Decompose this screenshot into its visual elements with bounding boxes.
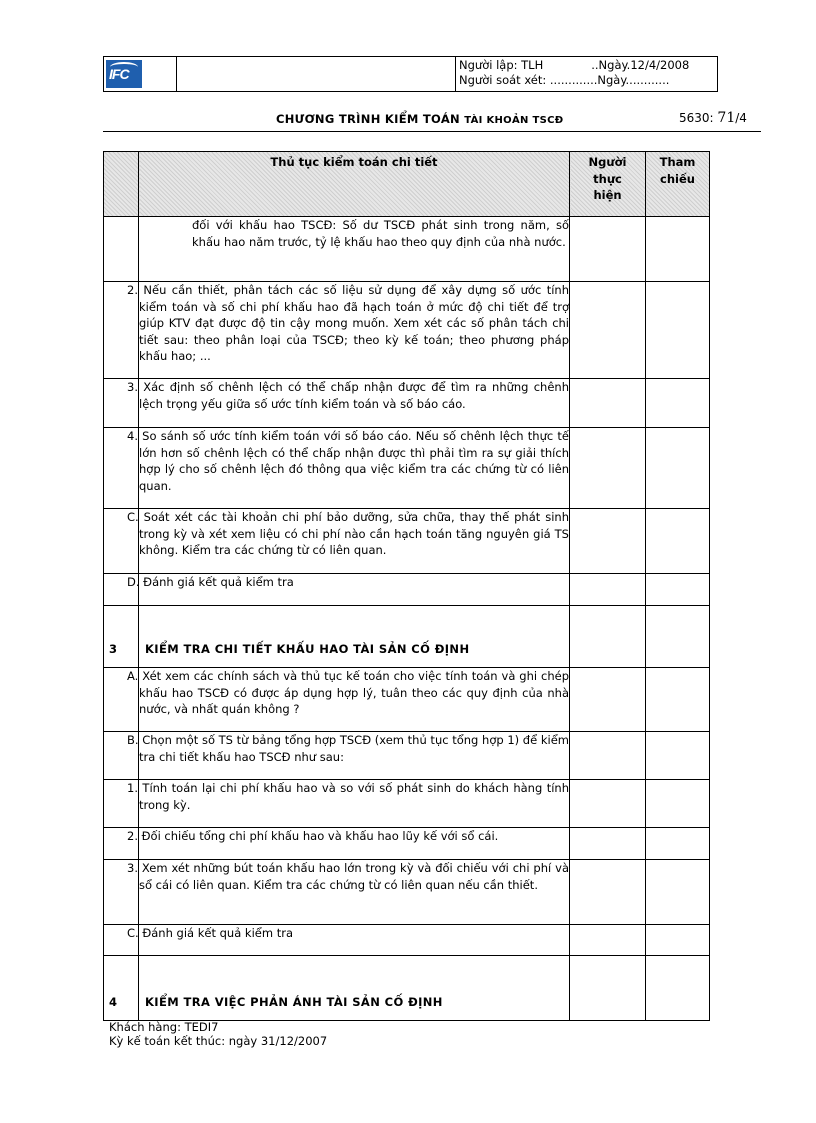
table-row — [104, 379, 710, 428]
header-reference: Tham chiếu — [646, 152, 710, 217]
reference-cell — [646, 668, 710, 732]
table-row — [104, 828, 710, 860]
audit-procedure-table — [103, 151, 710, 1021]
procedure-text: C. Đánh giá kết quả kiểm tra — [139, 925, 570, 956]
reference-cell — [646, 956, 710, 1021]
header-middle-cell — [177, 57, 456, 91]
table-row — [104, 925, 710, 956]
procedure-text: 3. Xác định số chênh lệch có thể chấp nhận được để tìm ra những chênh lệch trọng yếu giữa số ước tính kiểm toán và số báo cáo. — [139, 379, 570, 428]
table-row — [104, 428, 710, 509]
reference-cell — [646, 925, 710, 956]
reference-cell — [646, 732, 710, 780]
page-title — [276, 112, 563, 126]
section-title: KIỂM TRA CHI TIẾT KHẤU HAO TÀI SẢN CỐ ĐỊNH — [139, 606, 570, 668]
performer-cell — [570, 780, 646, 828]
procedure-text: đối với khấu hao TSCĐ: Số dư TSCĐ phát sinh trong năm, số khấu hao năm trước, tỷ lệ khấu hao theo quy định của nhà nước. — [139, 217, 570, 282]
procedure-text: 3. Xem xét những bút toán khấu hao lớn trong kỳ và đối chiếu với chi phí và sổ cái có liên quan. Kiểm tra các chứng từ có liên quan nếu cần thiết. — [139, 860, 570, 925]
performer-cell — [570, 282, 646, 379]
reference-cell — [646, 428, 710, 509]
performer-cell — [570, 509, 646, 574]
performer-cell — [570, 925, 646, 956]
procedure-text: 2. Đối chiếu tổng chi phí khấu hao và khấu hao lũy kế với sổ cái. — [139, 828, 570, 860]
table-row — [104, 732, 710, 780]
performer-cell — [570, 828, 646, 860]
section-row — [104, 606, 710, 668]
reference-cell — [646, 509, 710, 574]
reference-code — [679, 110, 747, 126]
reference-cell — [646, 379, 710, 428]
reference-cell — [646, 574, 710, 606]
title-sub: TÀI KHOẢN TSCĐ — [464, 115, 564, 126]
header-performer: Người thực hiện — [570, 152, 646, 217]
reference-cell — [646, 780, 710, 828]
reference-cell — [646, 282, 710, 379]
performer-cell — [570, 732, 646, 780]
accounting-period: Kỳ kế toán kết thúc: ngày 31/12/2007 — [109, 1034, 328, 1048]
procedure-text: A. Xét xem các chính sách và thủ tục kế toán cho việc tính toán và ghi chép khấu hao TSCĐ có được áp dụng hợp lý, tuân theo các quy định của nhà nước, và nhất quán không ? — [139, 668, 570, 732]
performer-cell — [570, 860, 646, 925]
procedure-text: D. Đánh giá kết quả kiểm tra — [139, 574, 570, 606]
header-procedure: Thủ tục kiểm toán chi tiết — [139, 152, 570, 217]
title-rule — [103, 131, 761, 132]
preparer-date: ..Ngày.12/4/2008 — [591, 58, 690, 72]
preparer-label: Người lập: TLH — [459, 58, 544, 72]
table-row — [104, 668, 710, 732]
row-number: 4 — [104, 956, 139, 1021]
procedure-text: C. Soát xét các tài khoản chi phí bảo dưỡng, sửa chữa, thay thế phát sinh trong kỳ và xét xem liệu có chi phí nào cần hạch toán tăng nguyên giá TS không. Kiểm tra các chứng từ có liên quan. — [139, 509, 570, 574]
ref-code: 5630: — [679, 111, 714, 125]
reference-cell — [646, 828, 710, 860]
reference-cell — [646, 860, 710, 925]
performer-cell — [570, 217, 646, 282]
performer-cell — [570, 574, 646, 606]
section-title: KIỂM TRA VIỆC PHẢN ÁNH TÀI SẢN CỐ ĐỊNH — [139, 956, 570, 1021]
reviewer-line: Người soát xét: .............Ngày............ — [459, 73, 670, 87]
row-number — [104, 217, 139, 282]
performer-cell — [570, 956, 646, 1021]
client-name: Khách hàng: TEDI7 — [109, 1020, 219, 1034]
logo-cell — [104, 57, 177, 91]
reference-cell — [646, 217, 710, 282]
header-box — [103, 56, 718, 92]
table-row — [104, 282, 710, 379]
ref-total: /4 — [735, 111, 747, 125]
table-row — [104, 780, 710, 828]
table-body — [104, 217, 710, 1021]
procedure-text: 1. Tính toán lại chi phí khấu hao và so với số phát sinh do khách hàng tính trong kỳ. — [139, 780, 570, 828]
section-row — [104, 956, 710, 1021]
ifc-logo — [106, 60, 142, 88]
procedure-text: B. Chọn một số TS từ bảng tổng hợp TSCĐ (xem thủ tục tổng hợp 1) để kiểm tra chi tiết khấu hao TSCĐ như sau: — [139, 732, 570, 780]
performer-cell — [570, 428, 646, 509]
ref-page: 71 — [717, 110, 736, 126]
logo-text: IFC — [109, 66, 129, 82]
performer-cell — [570, 606, 646, 668]
procedure-text: 4. So sánh số ước tính kiểm toán với số báo cáo. Nếu số chênh lệch thực tế lớn hơn số chênh lệch có thể chấp nhận được thì phải tìm ra sự giải thích hợp lý cho số chênh lệch đó thông qua việc kiểm tra các chứng từ có liên quan. — [139, 428, 570, 509]
procedure-text: 2. Nếu cần thiết, phân tách các số liệu sử dụng để xây dựng số ước tính kiểm toán và số chi phí khấu hao đã hạch toán ở mức độ chi tiết để trợ giúp KTV đạt được độ tin cậy mong muốn. Xem xét các số phân tách chi tiết sau: theo phân loại của TSCĐ; theo kỳ kế toán; theo phương pháp khấu hao; ... — [139, 282, 570, 379]
performer-cell — [570, 379, 646, 428]
title-main: CHƯƠNG TRÌNH KIỂM TOÁN — [276, 112, 460, 126]
header-number — [104, 152, 139, 217]
reference-cell — [646, 606, 710, 668]
table-row — [104, 860, 710, 925]
table-row — [104, 217, 710, 282]
table-row — [104, 509, 710, 574]
table-header-row — [104, 152, 710, 217]
performer-cell — [570, 668, 646, 732]
table-row — [104, 574, 710, 606]
preparer-line — [459, 58, 689, 72]
row-number: 3 — [104, 606, 139, 668]
